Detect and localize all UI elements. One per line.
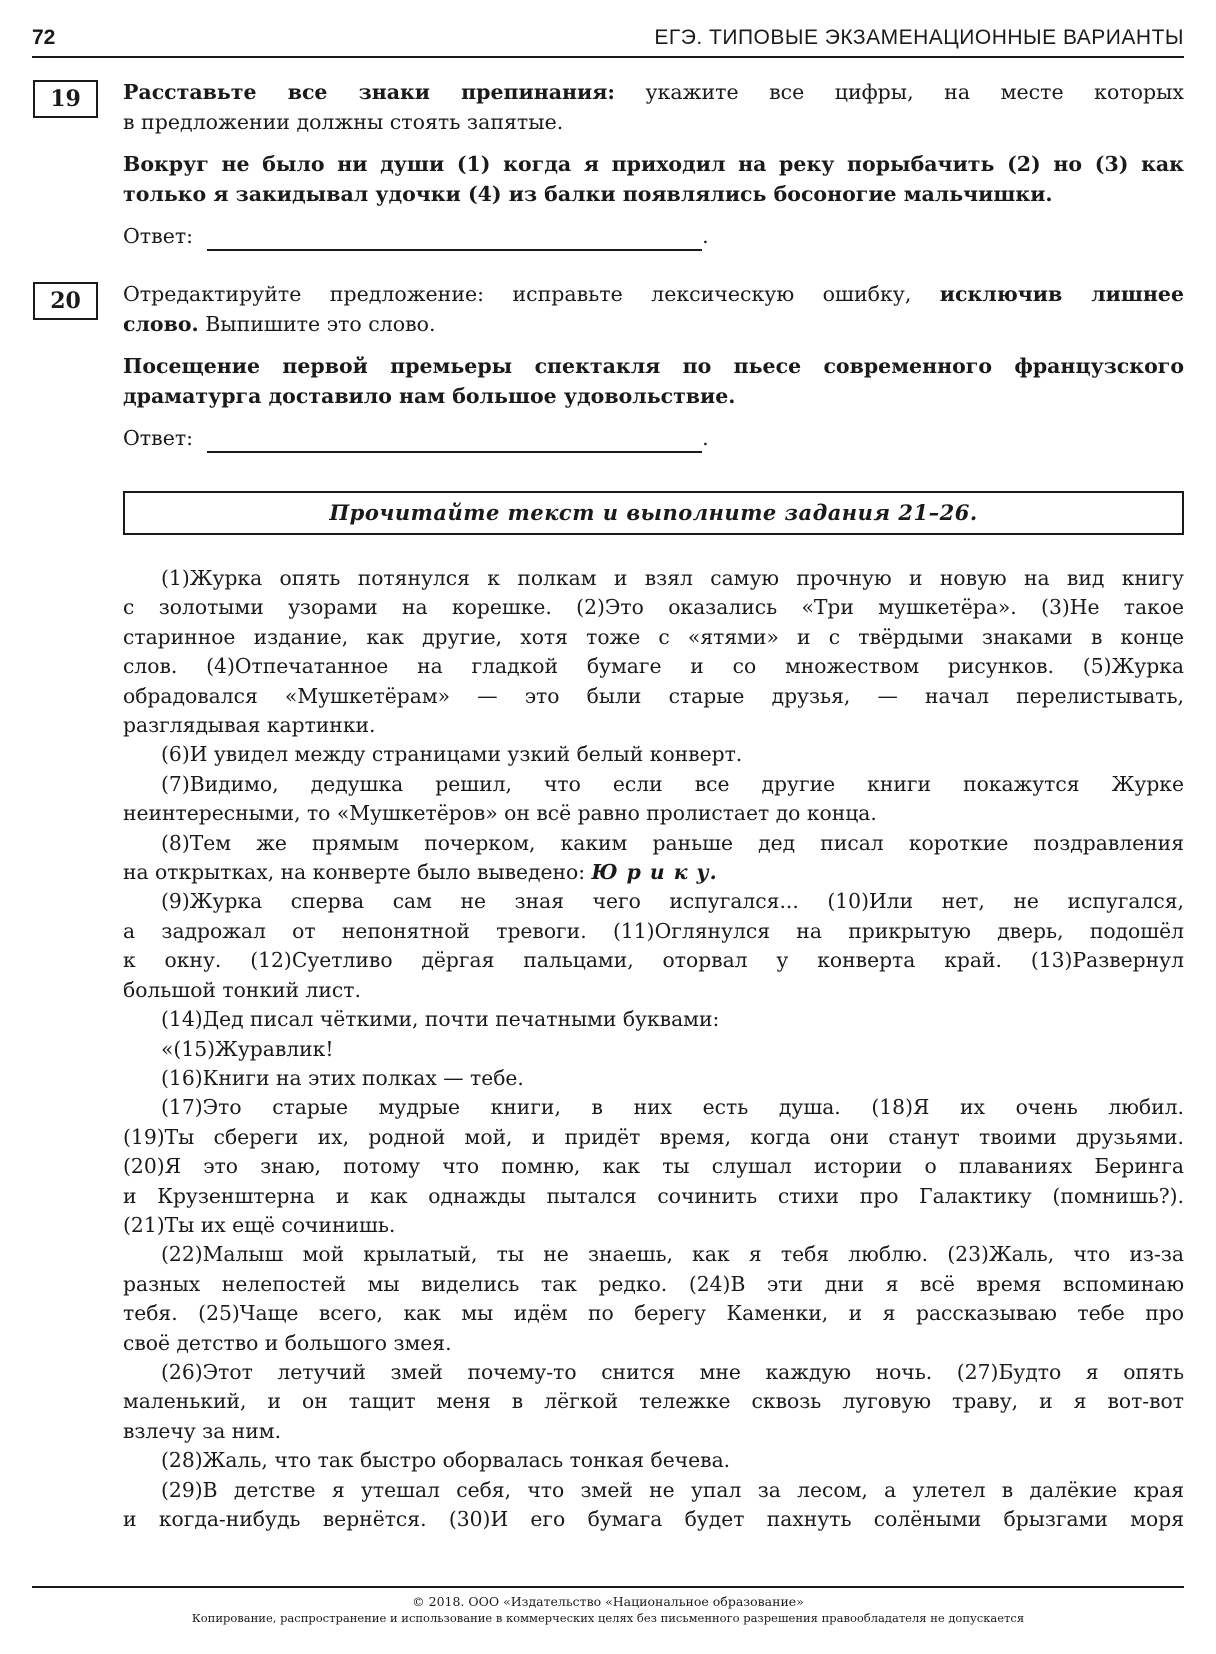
task-19-answer [123,221,1184,251]
text-line: (7)Видимо, дедушка решил, что если все другие книги покажутся Журке [161,771,1184,796]
text-line: (26)Этот летучий змей почему-то снится мне каждую ночь. (27)Будто я опять [161,1359,1184,1384]
page-footer [32,1586,1184,1625]
text-line: разных нелепостей мы виделись так редко. (24)В эти дни я всё время вспоминаю [123,1271,1184,1296]
text-line: разглядывая картинки. [123,713,376,738]
task-19-answer-field[interactable] [207,229,702,251]
footer-notice: Копирование, распространение и использование в коммерческих целях без письменного разрешения правообладателя не допускается [191,1611,1025,1625]
task-20 [123,279,1184,453]
task-19-number: 19 [33,80,98,118]
text-line: (19)Ты сбереги их, родной мой, и придёт время, когда они станут твоими друзьями. [123,1124,1184,1149]
text-line: (28)Жаль, что так быстро оборвалась тонкая бечева. [161,1448,731,1473]
reading-instruction-banner: Прочитайте текст и выполните задания 21–26. [123,491,1184,535]
text-line: неинтересными, то «Мушкетёров» он всё равно пролистает до конца. [123,801,877,826]
page-number: 72 [32,26,56,49]
text-line: (9)Журка сперва сам не зная чего испугался... (10)Или нет, не испугался, [161,889,1184,914]
text-line: маленький, и он тащит меня в лёгкой тележке сквозь луговую траву, и я вот-вот [123,1389,1184,1414]
text-line: с золотыми узорами на корешке. (2)Это оказались «Три мушкетёра». (3)Не такое [123,595,1184,620]
text-line: (6)И увидел между страницами узкий белый конверт. [161,742,743,767]
task-19-instruction-line1 [123,77,1184,107]
text-line: (20)Я это знаю, потому что помню, как ты слушал истории о плаваниях Беринга [123,1154,1184,1179]
task-20-number: 20 [33,282,98,320]
task-19-sentence-line1: Вокруг не было ни души (1) когда я приходил на реку порыбачить (2) но (3) как [123,152,1184,176]
task-20-instruction-bold2: слово. [123,312,199,336]
task-20-sentence-line1: Посещение первой премьеры спектакля по пьесе современного французского [123,354,1184,378]
text-line [123,858,1184,887]
header-title: ЕГЭ. ТИПОВЫЕ ЭКЗАМЕНАЦИОННЫЕ ВАРИАНТЫ [654,26,1184,49]
text-line: (1)Журка опять потянулся к полкам и взял самую прочную и новую на вид книгу [161,566,1184,590]
text-line: (29)В детстве я утешал себя, что змей не упал за лесом, а улетел в далёкие края [161,1477,1184,1502]
task-20-answer-field[interactable] [207,431,702,453]
text-line: «(15)Журавлик! [161,1036,334,1061]
text-line: (17)Это старые мудрые книги, в них есть душа. (18)Я их очень любил. [161,1095,1184,1120]
task-19 [123,77,1184,251]
text-line: (22)Малыш мой крылатый, ты не знаешь, как я тебя люблю. (23)Жаль, что из-за [161,1242,1184,1267]
reading-text [123,564,1184,1534]
task-19-instruction-line2: в предложении должны стоять запятые. [123,110,564,134]
text-line: слов. (4)Отпечатанное на гладкой бумаге и со множеством рисунков. (5)Журка [123,654,1184,679]
text-line: (16)Книги на этих полках — тебе. [161,1065,524,1090]
text-line: обрадовался «Мушкетёрам» — это были старые друзья, — начал перелистывать, [123,683,1184,708]
task-20-sentence-line2: драматурга доставило нам большое удовольствие. [123,384,736,408]
task-20-instruction-rest: Выпишите это слово. [198,312,436,336]
task-20-answer [123,423,1184,453]
text-line: большой тонкий лист. [123,977,361,1002]
text-line: и Крузенштерна и как однажды пытался сочинить стихи про Галактику (помнишь?). [123,1183,1184,1208]
task-19-answer-end: . [702,224,709,248]
text-line: и когда-нибудь вернётся. (30)И его бумага будет пахнуть солёными брызгами моря [123,1507,1184,1531]
task-20-instruction-start: Отредактируйте предложение: исправьте лексическую ошибку, [123,282,940,306]
envelope-addressee: Ю р и к у. [591,860,718,885]
text-line: взлечу за ним. [123,1418,282,1443]
task-20-instruction-line1 [123,279,1184,309]
task-19-answer-label: Ответ: [123,224,194,248]
text-line: (21)Ты их ещё сочинишь. [123,1212,396,1237]
text-line: (8)Тем же прямым почерком, каким раньше дед писал короткие поздравления [161,830,1184,855]
task-19-sentence-line2: только я закидывал удочки (4) из балки появлялись босоногие мальчишки. [123,182,1053,206]
task-20-instruction-line2 [123,309,1184,339]
task-19-instruction-rest: укажите все цифры, на месте которых [614,80,1184,104]
footer-copyright: © 2018. ООО «Издательство «Национальное образование» [412,1594,804,1609]
task-20-answer-label: Ответ: [123,426,194,450]
text-line: тебя. (25)Чаще всего, как мы идём по берегу Каменки, и я рассказываю тебе про [123,1301,1184,1326]
text-line: своё детство и большого змея. [123,1330,452,1355]
text-line: к окну. (12)Суетливо дёргая пальцами, оторвал у конверта край. (13)Развернул [123,948,1184,973]
text-line: (14)Дед писал чёткими, почти печатными буквами: [161,1007,720,1032]
text-line-start: на открытках, на конверте было выведено: [123,860,586,885]
text-line: а задрожал от непонятной тревоги. (11)Оглянулся на прикрытую дверь, подошёл [123,918,1184,943]
page-header [32,22,1184,58]
text-line: старинное издание, как другие, хотя тоже с «ятями» и с твёрдыми знаками в конце [123,624,1184,649]
task-20-instruction-bold: исключив лишнее [939,282,1184,306]
task-19-instruction-bold: Расставьте все знаки препинания: [123,80,615,104]
task-20-answer-end: . [702,426,709,450]
